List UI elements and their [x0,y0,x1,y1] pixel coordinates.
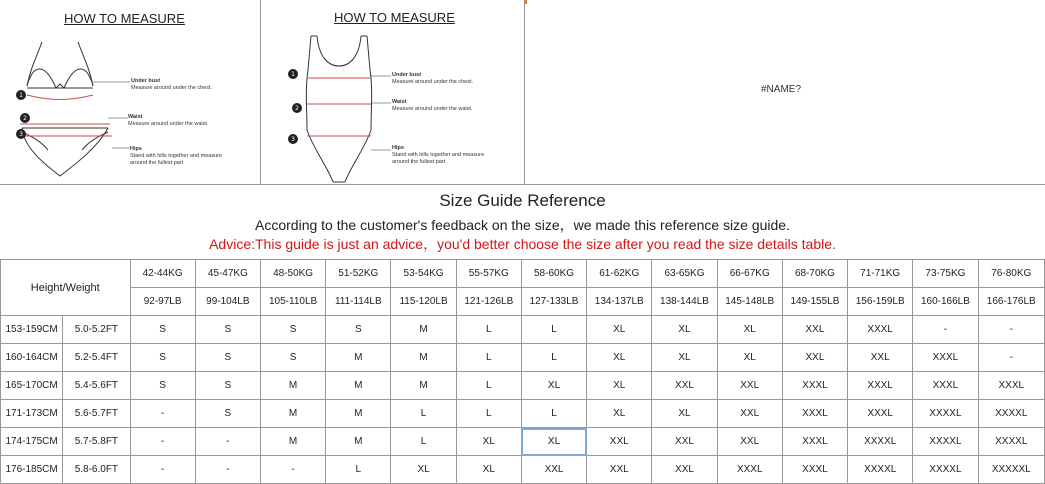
size-cell[interactable]: XL [587,372,652,400]
under-bust-note: Under bust Measure around under the chest. [131,78,213,91]
size-cell[interactable]: XXXXL [913,400,978,428]
size-cell[interactable]: S [195,400,260,428]
size-cell[interactable]: XXXL [782,456,847,484]
size-cell[interactable]: - [195,456,260,484]
size-cell[interactable]: XL [717,344,782,372]
table-row [1,400,1045,428]
size-cell[interactable]: XXXL [782,428,847,456]
swimsuit-measure-panel [261,0,525,184]
size-cell[interactable]: XL [521,428,586,456]
weight-kg-header: 68-70KG [782,260,847,288]
guide-title: Size Guide Reference [439,191,606,210]
size-cell[interactable]: S [195,372,260,400]
size-cell[interactable]: XXL [717,400,782,428]
size-cell[interactable]: L [391,400,456,428]
size-cell[interactable]: XXL [652,372,717,400]
weight-lb-header: 92-97LB [130,288,195,316]
height-cm-cell: 174-175CM [1,428,63,456]
size-cell[interactable]: L [456,400,521,428]
size-cell[interactable]: XL [652,400,717,428]
svg-text:1: 1 [19,92,23,99]
size-cell[interactable]: L [521,400,586,428]
size-cell[interactable]: L [456,344,521,372]
height-ft-cell: 5.4-5.6FT [63,372,130,400]
table-row [1,428,1045,456]
weight-lb-header: 166-176LB [978,288,1044,316]
height-cm-cell: 176-185CM [1,456,63,484]
under-bust-note: Under bust Measure around under the chest. [392,72,474,85]
weight-kg-header: 48-50KG [260,260,325,288]
size-cell[interactable]: S [130,372,195,400]
size-cell[interactable]: XXL [521,456,586,484]
height-ft-cell: 5.7-5.8FT [63,428,130,456]
size-cell[interactable]: XL [456,428,521,456]
height-ft-cell: 5.8-6.0FT [63,456,130,484]
measure-title: HOW TO MEASURE [64,11,185,26]
table-row [1,316,1045,344]
kg-header-row [1,260,1045,288]
height-cm-cell: 160-164CM [1,344,63,372]
size-cell[interactable]: M [260,372,325,400]
height-cm-cell: 165-170CM [1,372,63,400]
table-row [1,344,1045,372]
size-cell[interactable]: XXL [848,344,913,372]
weight-lb-header: 111-114LB [326,288,391,316]
size-cell[interactable]: L [456,372,521,400]
size-cell[interactable]: XXL [782,344,847,372]
weight-kg-header: 63-65KG [652,260,717,288]
weight-kg-header: 66-67KG [717,260,782,288]
table-row [1,372,1045,400]
height-ft-cell: 5.6-5.7FT [63,400,130,428]
size-cell[interactable]: XXL [717,372,782,400]
name-error-text: #NAME? [761,84,802,95]
size-cell[interactable]: XL [652,344,717,372]
weight-lb-header: 156-159LB [848,288,913,316]
height-weight-corner: Height/Weight [1,260,131,316]
size-cell[interactable]: S [130,316,195,344]
size-cell[interactable]: XXL [717,428,782,456]
size-cell[interactable]: XL [456,456,521,484]
svg-text:3: 3 [291,136,295,143]
weight-lb-header: 138-144LB [652,288,717,316]
size-cell[interactable]: XXXL [913,372,978,400]
size-cell[interactable]: - [913,316,978,344]
size-cell[interactable]: XXXXL [913,456,978,484]
size-cell[interactable]: - [195,428,260,456]
size-cell[interactable]: L [456,316,521,344]
size-cell[interactable]: S [260,316,325,344]
size-cell[interactable]: XL [391,456,456,484]
weight-lb-header: 134-137LB [587,288,652,316]
size-cell[interactable]: M [260,400,325,428]
weight-lb-header: 121-126LB [456,288,521,316]
size-cell[interactable]: L [391,428,456,456]
weight-kg-header: 42-44KG [130,260,195,288]
size-cell[interactable]: XXXL [978,372,1044,400]
size-cell[interactable]: XXXL [782,372,847,400]
size-cell[interactable]: M [326,428,391,456]
height-cm-cell: 171-173CM [1,400,63,428]
weight-kg-header: 61-62KG [587,260,652,288]
size-cell[interactable]: XXXXL [848,428,913,456]
bikini-measure-panel [0,0,261,184]
size-cell[interactable]: XL [587,400,652,428]
size-cell[interactable]: L [521,316,586,344]
hips-note: Hips Stand with hills together and measure around the fullest part [392,145,485,165]
size-cell[interactable]: M [326,372,391,400]
size-cell[interactable]: XXL [587,428,652,456]
size-cell[interactable]: XL [587,316,652,344]
weight-kg-header: 51-52KG [326,260,391,288]
weight-kg-header: 45-47KG [195,260,260,288]
size-cell[interactable]: XXXL [848,372,913,400]
size-cell[interactable]: - [978,316,1044,344]
size-cell[interactable]: XXXXL [848,456,913,484]
size-cell[interactable]: - [130,428,195,456]
size-cell[interactable]: M [391,316,456,344]
weight-lb-header: 99-104LB [195,288,260,316]
size-cell[interactable]: XXL [782,316,847,344]
size-cell[interactable]: XXXL [848,400,913,428]
size-cell[interactable]: XXXL [913,344,978,372]
size-cell[interactable]: - [130,400,195,428]
height-ft-cell: 5.0-5.2FT [63,316,130,344]
size-cell[interactable]: XXXXL [978,428,1044,456]
guide-subtitle: According to the customer's feedback on the size，we made this reference size guide. [255,217,790,233]
size-cell[interactable]: XXXXL [978,400,1044,428]
svg-text:3: 3 [19,131,23,138]
size-cell[interactable]: - [130,456,195,484]
size-cell[interactable]: S [130,344,195,372]
size-cell[interactable]: XXL [652,456,717,484]
size-cell[interactable]: XXXL [848,316,913,344]
svg-text:2: 2 [295,105,299,112]
size-cell[interactable]: XXL [587,456,652,484]
weight-lb-header: 160-166LB [913,288,978,316]
size-cell[interactable]: S [326,316,391,344]
hips-note: Hips Stand with hills together and measure around the fullest part [130,146,223,166]
weight-kg-header: 71-71KG [848,260,913,288]
weight-kg-header: 53-54KG [391,260,456,288]
size-cell[interactable]: XXL [652,428,717,456]
size-cell[interactable]: M [391,344,456,372]
error-cell-panel [525,0,1045,184]
size-cell[interactable]: - [978,344,1044,372]
size-cell[interactable]: M [391,372,456,400]
waist-note: Waist Measure around under the waist. [392,99,473,112]
size-cell[interactable]: XL [652,316,717,344]
size-cell[interactable]: M [326,344,391,372]
size-cell[interactable]: L [326,456,391,484]
height-ft-cell: 5.2-5.4FT [63,344,130,372]
weight-lb-header: 105-110LB [260,288,325,316]
size-cell[interactable]: L [521,344,586,372]
lb-header-row [1,288,1045,316]
weight-lb-header: 149-155LB [782,288,847,316]
svg-text:1: 1 [291,71,295,78]
size-cell[interactable]: S [195,316,260,344]
size-cell[interactable]: M [260,428,325,456]
table-row [1,456,1045,484]
weight-lb-header: 127-133LB [521,288,586,316]
size-cell[interactable]: S [260,344,325,372]
weight-kg-header: 73-75KG [913,260,978,288]
size-cell[interactable]: XXXXL [913,428,978,456]
weight-kg-header: 76-80KG [978,260,1044,288]
weight-kg-header: 58-60KG [521,260,586,288]
size-cell[interactable]: XXXL [717,456,782,484]
size-cell[interactable]: XXXXXL [978,456,1044,484]
height-cm-cell: 153-159CM [1,316,63,344]
size-cell[interactable]: S [195,344,260,372]
size-cell[interactable]: M [326,400,391,428]
weight-lb-header: 115-120LB [391,288,456,316]
size-cell[interactable]: XXXL [782,400,847,428]
size-cell[interactable]: XL [717,316,782,344]
size-table [0,259,1045,484]
size-cell[interactable]: XL [521,372,586,400]
measure-header [0,0,1045,185]
weight-lb-header: 145-148LB [717,288,782,316]
size-cell[interactable]: - [260,456,325,484]
weight-kg-header: 55-57KG [456,260,521,288]
svg-text:2: 2 [23,115,27,122]
guide-advice: Advice:This guide is just an advice，you'd better choose the size after you read the size details table. [209,236,836,252]
measure-title: HOW TO MEASURE [334,10,455,25]
size-cell[interactable]: XL [587,344,652,372]
waist-note: Waist Measure around under the waist. [128,114,209,127]
